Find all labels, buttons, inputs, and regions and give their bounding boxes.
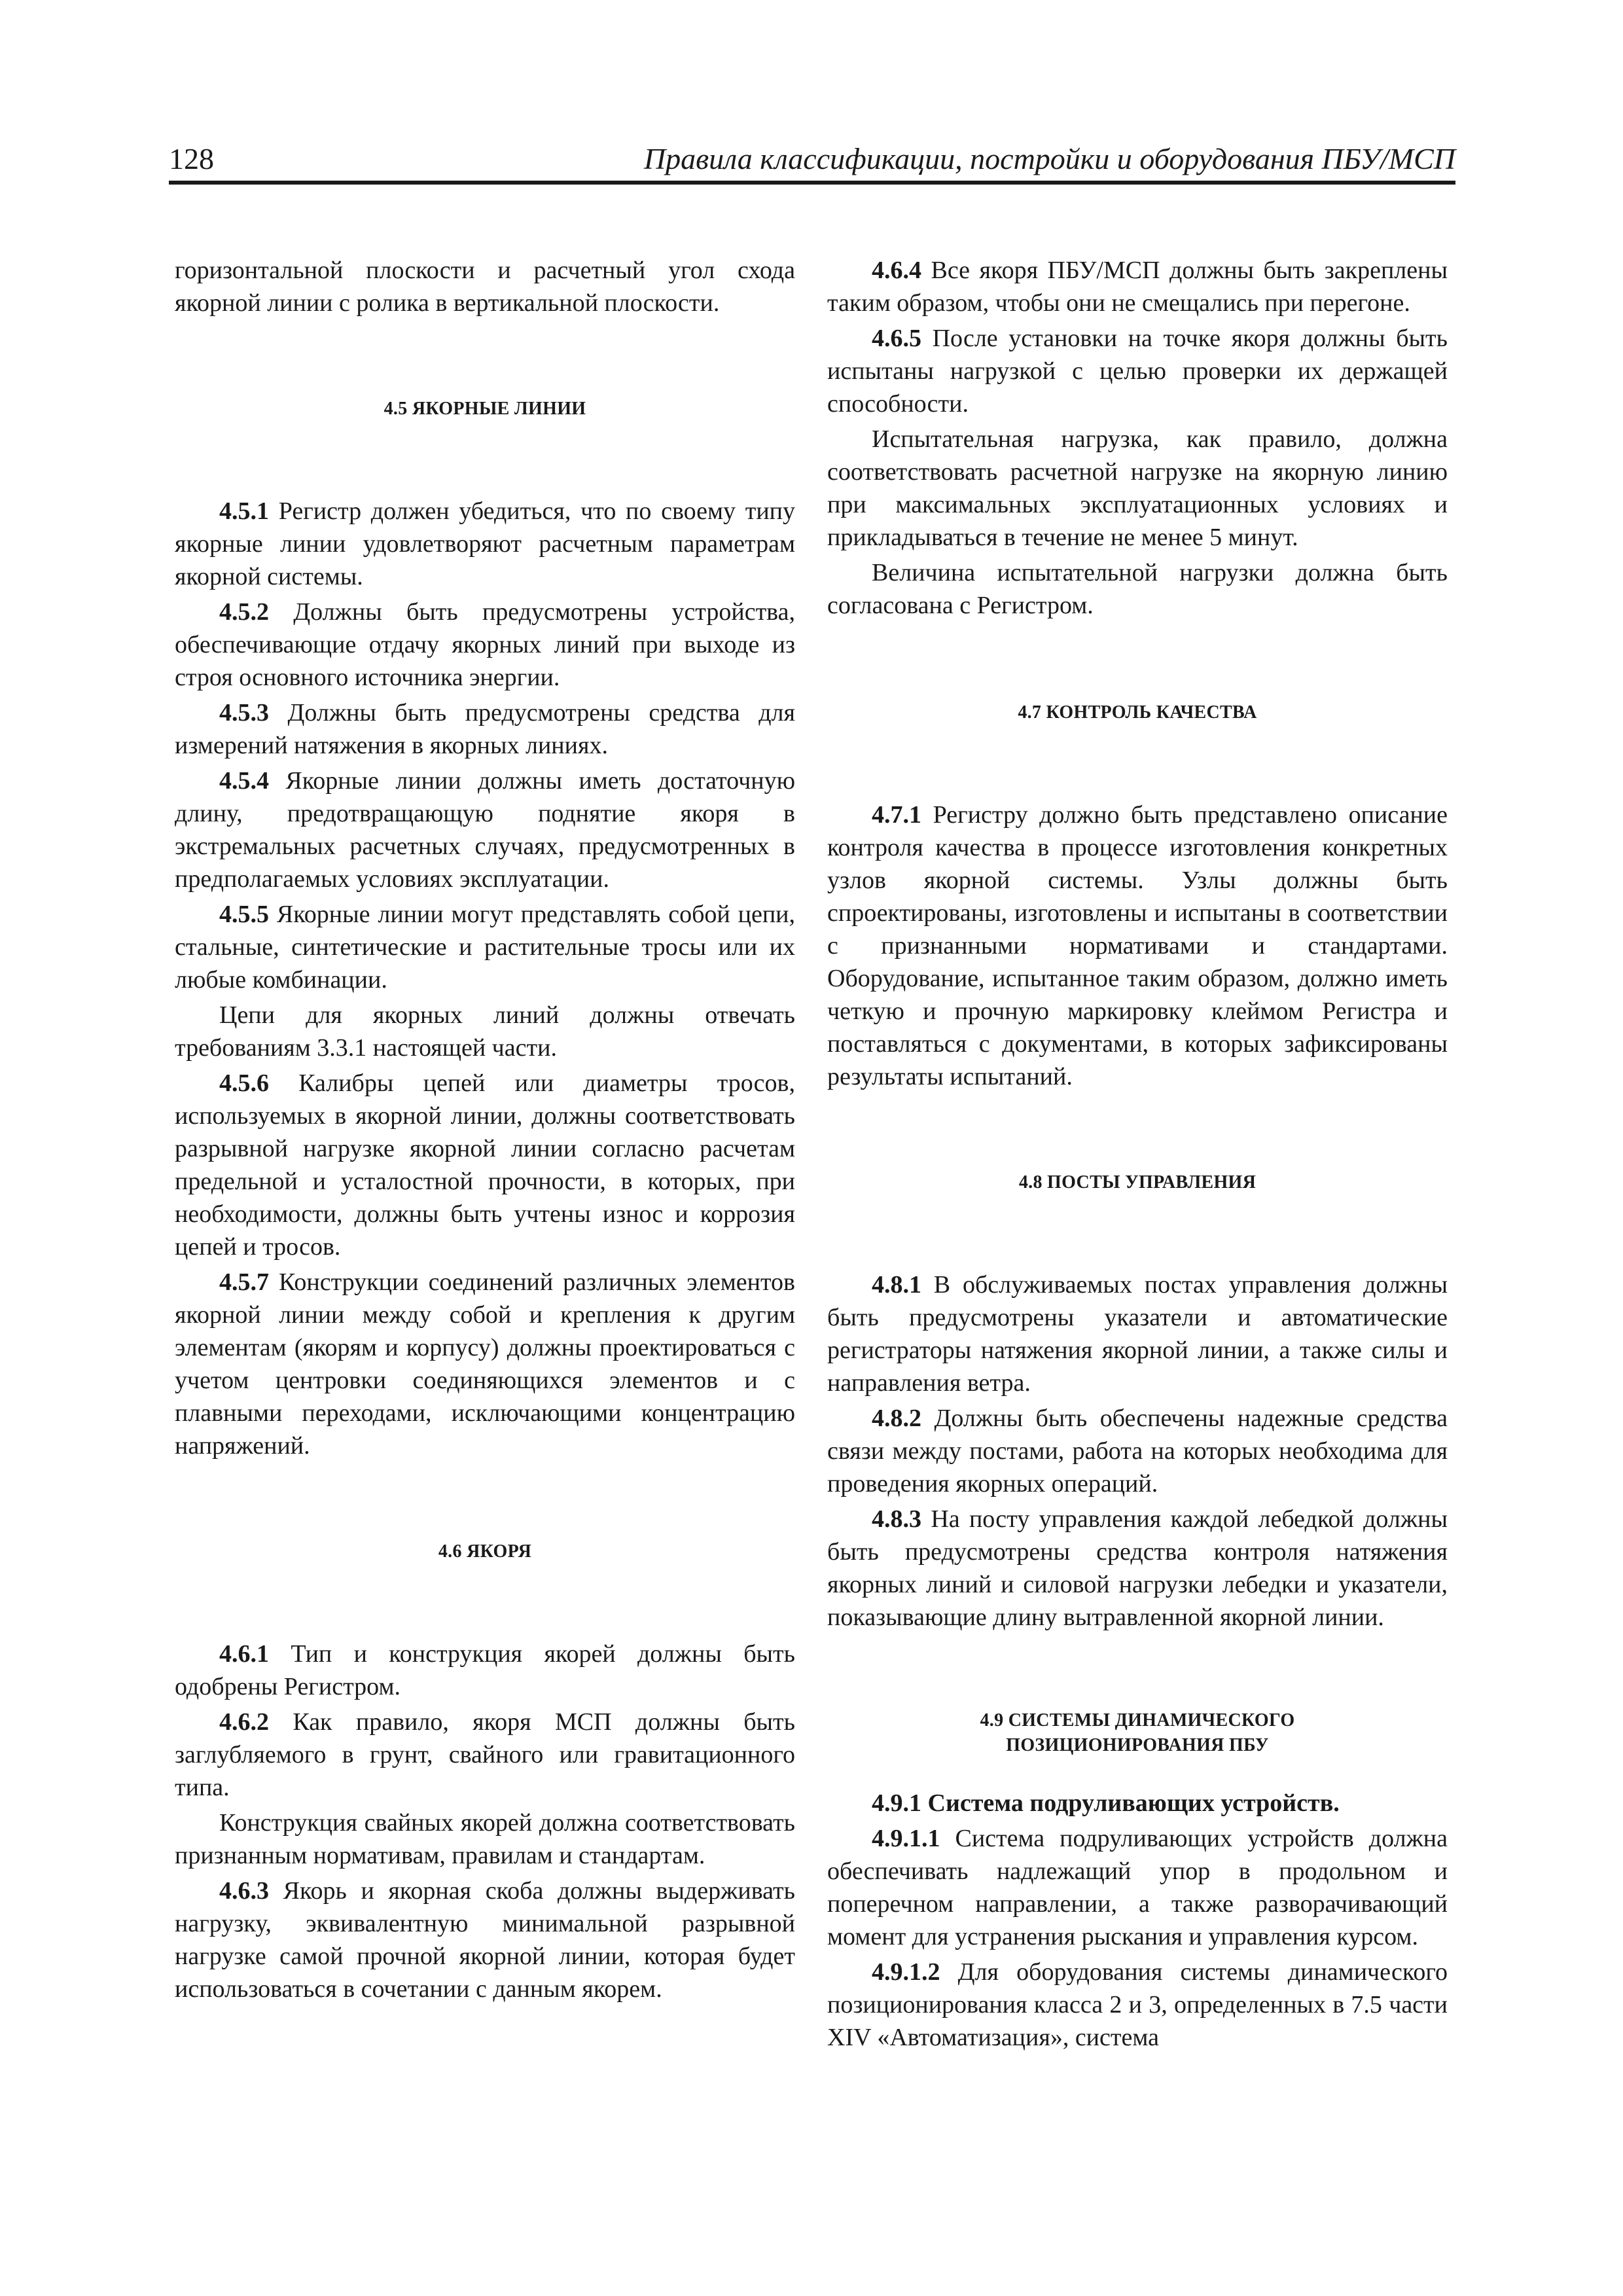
paragraph-4-8-2: 4.8.2 Должны быть обеспечены надежные средства связи между постами, работа на которых необходима для проведения якорных операций.: [827, 1405, 1448, 1498]
paragraph-4-5-4: 4.5.4 Якорные линии должны иметь достаточную длину, предотвращающую поднятие якоря в экстремальных расчетных случаях, предусмотренных в предполагаемых условиях эксплуатации.: [175, 767, 795, 893]
paragraph-4-6-5-agreed: Величина испытательной нагрузки должна быть согласована с Регистром.: [827, 559, 1448, 619]
right-column: [827, 254, 1448, 2054]
paragraph-4-6-4: 4.6.4 Все якоря ПБУ/МСП должны быть закреплены таким образом, чтобы они не смещались при перегоне.: [827, 257, 1448, 317]
paragraph-4-5-6: 4.5.6 Калибры цепей или диаметры тросов, используемых в якорной линии, должны соответствовать разрывной нагрузке якорной линии согласно расчетам предельной и усталостной прочности, в которых, при необходимости, должны быть учтены износ и коррозия цепей и тросов.: [175, 1069, 795, 1261]
paragraph-4-6-2-piles: Конструкция свайных якорей должна соответствовать признанным нормативам, правилам и стандартам.: [175, 1809, 795, 1869]
section-heading-4-7: 4.7 КОНТРОЛЬ КАЧЕСТВА: [1018, 702, 1257, 723]
paragraph-4-5-2: 4.5.2 Должны быть предусмотрены устройства, обеспечивающие отдачу якорных линий при выходе из строя основного источника энергии.: [175, 598, 795, 691]
paragraph-4-5-5-chains: Цепи для якорных линий должны отвечать требованиям 3.3.1 настоящей части.: [175, 1001, 795, 1062]
section-heading-4-6: 4.6 ЯКОРЯ: [438, 1541, 532, 1562]
paragraph-4-6-1: 4.6.1 Тип и конструкция якорей должны быть одобрены Регистром.: [175, 1640, 795, 1700]
paragraph-4-5-7: 4.5.7 Конструкции соединений различных элементов якорной линии между собой и крепления к другим элементам (якорям и корпусу) должны проектироваться с учетом центровки соединяющихся элементов и с плавными переходами, исключающими концентрацию напряжений.: [175, 1268, 795, 1460]
paragraph-4-9-1-1: 4.9.1.1 Система подруливающих устройств должна обеспечивать надлежащий упор в продольном и поперечном направлении, а также разворачивающий момент для устранения рыскания и управления курсом.: [827, 1825, 1448, 1950]
paragraph-4-6-5-test-load: Испытательная нагрузка, как правило, должна соответствовать расчетной нагрузке на якорную линию при максимальных эксплуатационных условиях и прикладываться в течение не менее 5 минут.: [827, 425, 1448, 551]
section-heading-4-5: 4.5 ЯКОРНЫЕ ЛИНИИ: [383, 399, 586, 419]
section-heading-4-8: 4.8 ПОСТЫ УПРАВЛЕНИЯ: [1018, 1172, 1257, 1193]
paragraph-4-5-3: 4.5.3 Должны быть предусмотрены средства для измерений натяжения в якорных линиях.: [175, 699, 795, 759]
running-title: Правила классификации, постройки и оборудования ПБУ/МСП: [643, 142, 1455, 175]
paragraph-continuation: горизонтальной плоскости и расчетный угол схода якорной линии с ролика в вертикальной плоскости.: [175, 257, 795, 317]
paragraph-4-9-1: 4.9.1 Система подруливающих устройств.: [872, 1789, 1340, 1817]
paragraph-4-8-3: 4.8.3 На посту управления каждой лебедкой должны быть предусмотрены средства контроля натяжения якорных линий и силовой нагрузки лебедки и указатели, показывающие длину вытравленной якорной линии.: [827, 1505, 1448, 1631]
section-heading-4-9: 4.9 СИСТЕМЫ ДИНАМИЧЕСКОГО ПОЗИЦИОНИРОВАНИЯ ПБУ: [980, 1710, 1295, 1755]
paragraph-4-6-2: 4.6.2 Как правило, якоря МСП должны быть заглубляемого в грунт, свайного или гравитационного типа.: [175, 1708, 795, 1801]
left-column: [175, 254, 795, 2005]
paragraph-4-6-5: 4.6.5 После установки на точке якоря должны быть испытаны нагрузкой с целью проверки их держащей способности.: [827, 325, 1448, 418]
page-header: [169, 140, 1455, 185]
paragraph-4-5-5: 4.5.5 Якорные линии могут представлять собой цепи, стальные, синтетические и растительные тросы или их любые комбинации.: [175, 901, 795, 994]
page-number: 128: [169, 142, 214, 175]
paragraph-4-7-1: 4.7.1 Регистру должно быть представлено описание контроля качества в процессе изготовления конкретных узлов якорной системы. Узлы должны быть спроектированы, изготовлены и испытаны в соответствии с признанными нормативами и стандартами. Оборудование, испытанное таким образом, должно иметь четкую и прочную маркировку клеймом Регистра и поставляться с документами, в которых зафиксированы результаты испытаний.: [827, 801, 1448, 1090]
paragraph-4-6-3: 4.6.3 Якорь и якорная скоба должны выдерживать нагрузку, эквивалентную минимальной разрывной нагрузке самой прочной якорной линии, которая будет использоваться в сочетании с данным якорем.: [175, 1877, 795, 2003]
paragraph-4-5-1: 4.5.1 Регистр должен убедиться, что по своему типу якорные линии удовлетворяют расчетным параметрам якорной системы.: [175, 497, 795, 590]
paragraph-4-9-1-2: 4.9.1.2 Для оборудования системы динамического позиционирования класса 2 и 3, определенных в 7.5 части XIV «Автоматизация», система: [827, 1958, 1448, 2051]
paragraph-4-8-1: 4.8.1 В обслуживаемых постах управления должны быть предусмотрены указатели и автоматические регистраторы натяжения якорной линии, а также силы и направления ветра.: [827, 1271, 1448, 1397]
